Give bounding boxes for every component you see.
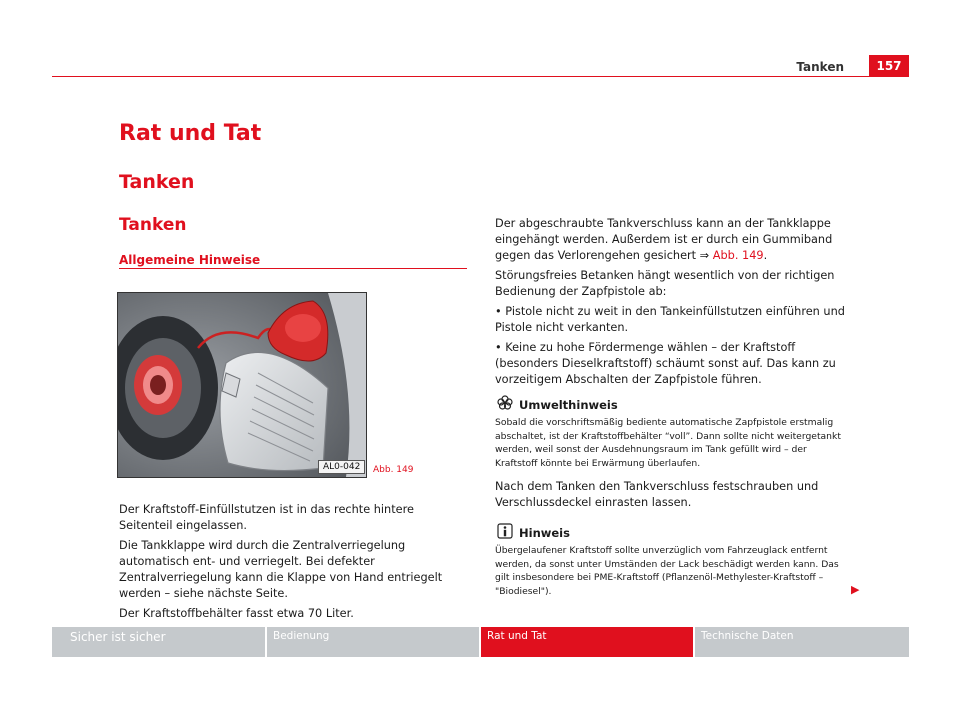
topic-rule <box>119 268 467 269</box>
running-header-title: Tanken <box>796 60 844 74</box>
flower-icon <box>497 395 513 414</box>
subsection-title: Tanken <box>119 215 187 235</box>
tab-sicher-ist-sicher[interactable]: Sicher ist sicher <box>52 627 265 657</box>
tab-bedienung[interactable]: Bedienung <box>267 627 479 657</box>
right-paragraph-1-text: Der abgeschraubte Tankverschluss kann an der Tankklappe eingehängt werden. Außerdem ist er durch ein Gummiband gegen das Verlorengehen gesichert ⇒ <box>495 217 833 262</box>
left-paragraph-1: Der Kraftstoff-Einfüllstutzen ist in das rechte hintere Seitenteil eingelassen. <box>119 503 414 532</box>
bullet-item-2: • Keine zu hohe Fördermenge wählen – der Kraftstoff (besonders Dieselkraftstoff) schäumt sonst auf. Das kann zu vorzeitigem Abschalten der Zapfpistole führen. <box>495 341 836 386</box>
info-note-text: Übergelaufener Kraftstoff sollte unverzüglich vom Fahrzeuglack entfernt werden, da sonst unter Umständen der Lack beschädigt werden kann. Das gilt insbesondere bei PME-Kraftstoff (Pflanzenöl-Methylester-Kraftstoff – "Biodiesel"). <box>495 545 839 597</box>
tab-rat-und-tat[interactable]: Rat und Tat <box>481 627 693 657</box>
right-paragraph-1-end: . <box>763 249 768 262</box>
left-paragraph-2: Die Tankklappe wird durch die Zentralverriegelung automatisch ent- und verriegelt. Bei defekter Zentralverriegelung kann die Klappe von Hand entriegelt werden – siehe nächste Seite. <box>119 539 443 600</box>
next-page-arrow-icon[interactable]: ▶ <box>851 583 860 596</box>
right-body-text <box>495 216 855 392</box>
figure-reference-link[interactable]: Abb. 149 <box>712 249 764 262</box>
environment-note-text: Sobald die vorschriftsmäßig bediente automatische Zapfpistole erstmalig abschaltet, ist der Kraftstoffbehälter “voll”. Dann sollte nicht weitergetankt werden, weil sonst der Ausdehnungsraum im Tank gefüllt wird – der Kraftstoff könnte bei Erwärmung überlaufen. <box>495 417 841 469</box>
footer-tabs <box>52 627 909 657</box>
bullet-item-1: • Pistole nicht zu weit in den Tankeinfüllstutzen einführen und Pistole nicht verkanten. <box>495 305 845 334</box>
right-paragraph-1 <box>495 216 855 264</box>
left-paragraph-3: Der Kraftstoffbehälter fasst etwa 70 Liter. <box>119 607 354 620</box>
chapter-title: Rat und Tat <box>119 121 262 146</box>
tab-technische-daten[interactable]: Technische Daten <box>695 627 909 657</box>
header-rule <box>52 76 908 77</box>
after-note-paragraph: Nach dem Tanken den Tankverschluss festschrauben und Verschlussdeckel einrasten lassen. <box>495 480 819 509</box>
info-note-header <box>497 523 570 542</box>
topic-title: Allgemeine Hinweise <box>119 253 261 267</box>
fuel-filler-photo <box>117 292 367 478</box>
environment-note-header <box>497 395 618 414</box>
left-body-text <box>119 502 469 626</box>
environment-note-title: Umwelthinweis <box>519 397 618 412</box>
after-note-text <box>495 479 855 511</box>
figure-label: Abb. 149 <box>373 465 414 475</box>
info-note-title: Hinweis <box>519 525 570 540</box>
figure-code: AL0-042 <box>318 460 365 474</box>
right-paragraph-2: Störungsfreies Betanken hängt wesentlich von der richtigen Bedienung der Zapfpistole ab: <box>495 269 835 298</box>
page-number: 157 <box>869 55 909 77</box>
info-icon <box>497 523 513 542</box>
section-title: Tanken <box>119 171 195 193</box>
